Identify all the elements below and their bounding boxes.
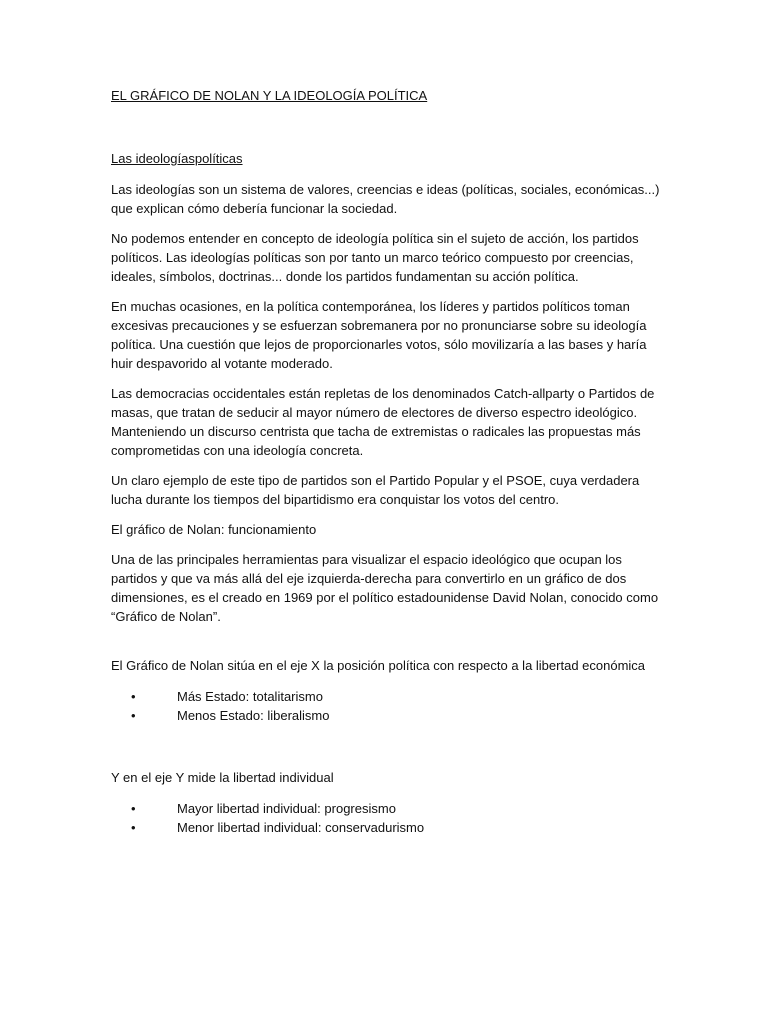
paragraph-8: Y en el eje Y mide la libertad individual xyxy=(111,770,334,785)
section-heading-ideologies: Las ideologíaspolíticas xyxy=(111,151,243,166)
list-item xyxy=(111,687,671,706)
list-item-text: Mayor libertad individual: progresismo xyxy=(177,801,396,816)
paragraph-1: Las ideologías son un sistema de valores, creencias e ideas (políticas, sociales, económicas...) que explican cómo debería funcionar la sociedad. xyxy=(111,182,660,216)
list-item xyxy=(111,799,671,818)
bullet-icon: • xyxy=(131,689,136,704)
paragraph-3: En muchas ocasiones, en la política contemporánea, los líderes y partidos políticos toman excesivas precauciones y se esfuerzan sobremanera por no pronunciarse sobre su ideología política. Una cuestión que lejos de proporcionarles votos, sólo movilizaría a las bases y haría huir despavorido al votante moderado. xyxy=(111,299,647,371)
paragraph-7: El Gráfico de Nolan sitúa en el eje X la posición política con respecto a la libertad económica xyxy=(111,658,646,673)
document-page xyxy=(111,86,671,837)
list-y-axis xyxy=(111,799,671,837)
paragraph-6: Una de las principales herramientas para visualizar el espacio ideológico que ocupan los partidos y que va más allá del eje izquierda-derecha para convertirlo en un gráfico de dos dimensiones, es el creado en 1969 por el político estadounidense David Nolan, conocido como “Gráfico de Nolan”. xyxy=(111,552,659,624)
bullet-icon: • xyxy=(131,801,136,816)
section-heading-nolan: El gráfico de Nolan: funcionamiento xyxy=(111,522,317,537)
paragraph-5: Un claro ejemplo de este tipo de partidos son el Partido Popular y el PSOE, cuya verdadera lucha durante los tiempos del bipartidismo era conquistar los votos del centro. xyxy=(111,473,640,507)
paragraph-2: No podemos entender en concepto de ideología política sin el sujeto de acción, los partidos políticos. Las ideologías políticas son por tanto un marco teórico compuesto por creencias, ideales, símbolos, doctrinas... donde los partidos fundamentan su acción política. xyxy=(111,231,639,284)
list-x-axis xyxy=(111,687,671,725)
paragraph-4: Las democracias occidentales están repletas de los denominados Catch-allparty o Partidos de masas, que tratan de seducir al mayor número de electores de diverso espectro ideológico. Manteniendo un discurso centrista que tacha de extremistas o radicales las propuestas más comprometidas con una ideología concreta. xyxy=(111,386,655,458)
bullet-icon: • xyxy=(131,820,136,835)
list-item xyxy=(111,818,671,837)
bullet-icon: • xyxy=(131,708,136,723)
list-item-text: Menor libertad individual: conservadurismo xyxy=(177,820,425,835)
list-item-text: Más Estado: totalitarismo xyxy=(177,689,323,704)
list-item xyxy=(111,706,671,725)
list-item-text: Menos Estado: liberalismo xyxy=(177,708,330,723)
document-title: EL GRÁFICO DE NOLAN Y LA IDEOLOGÍA POLÍTICA xyxy=(111,88,428,103)
